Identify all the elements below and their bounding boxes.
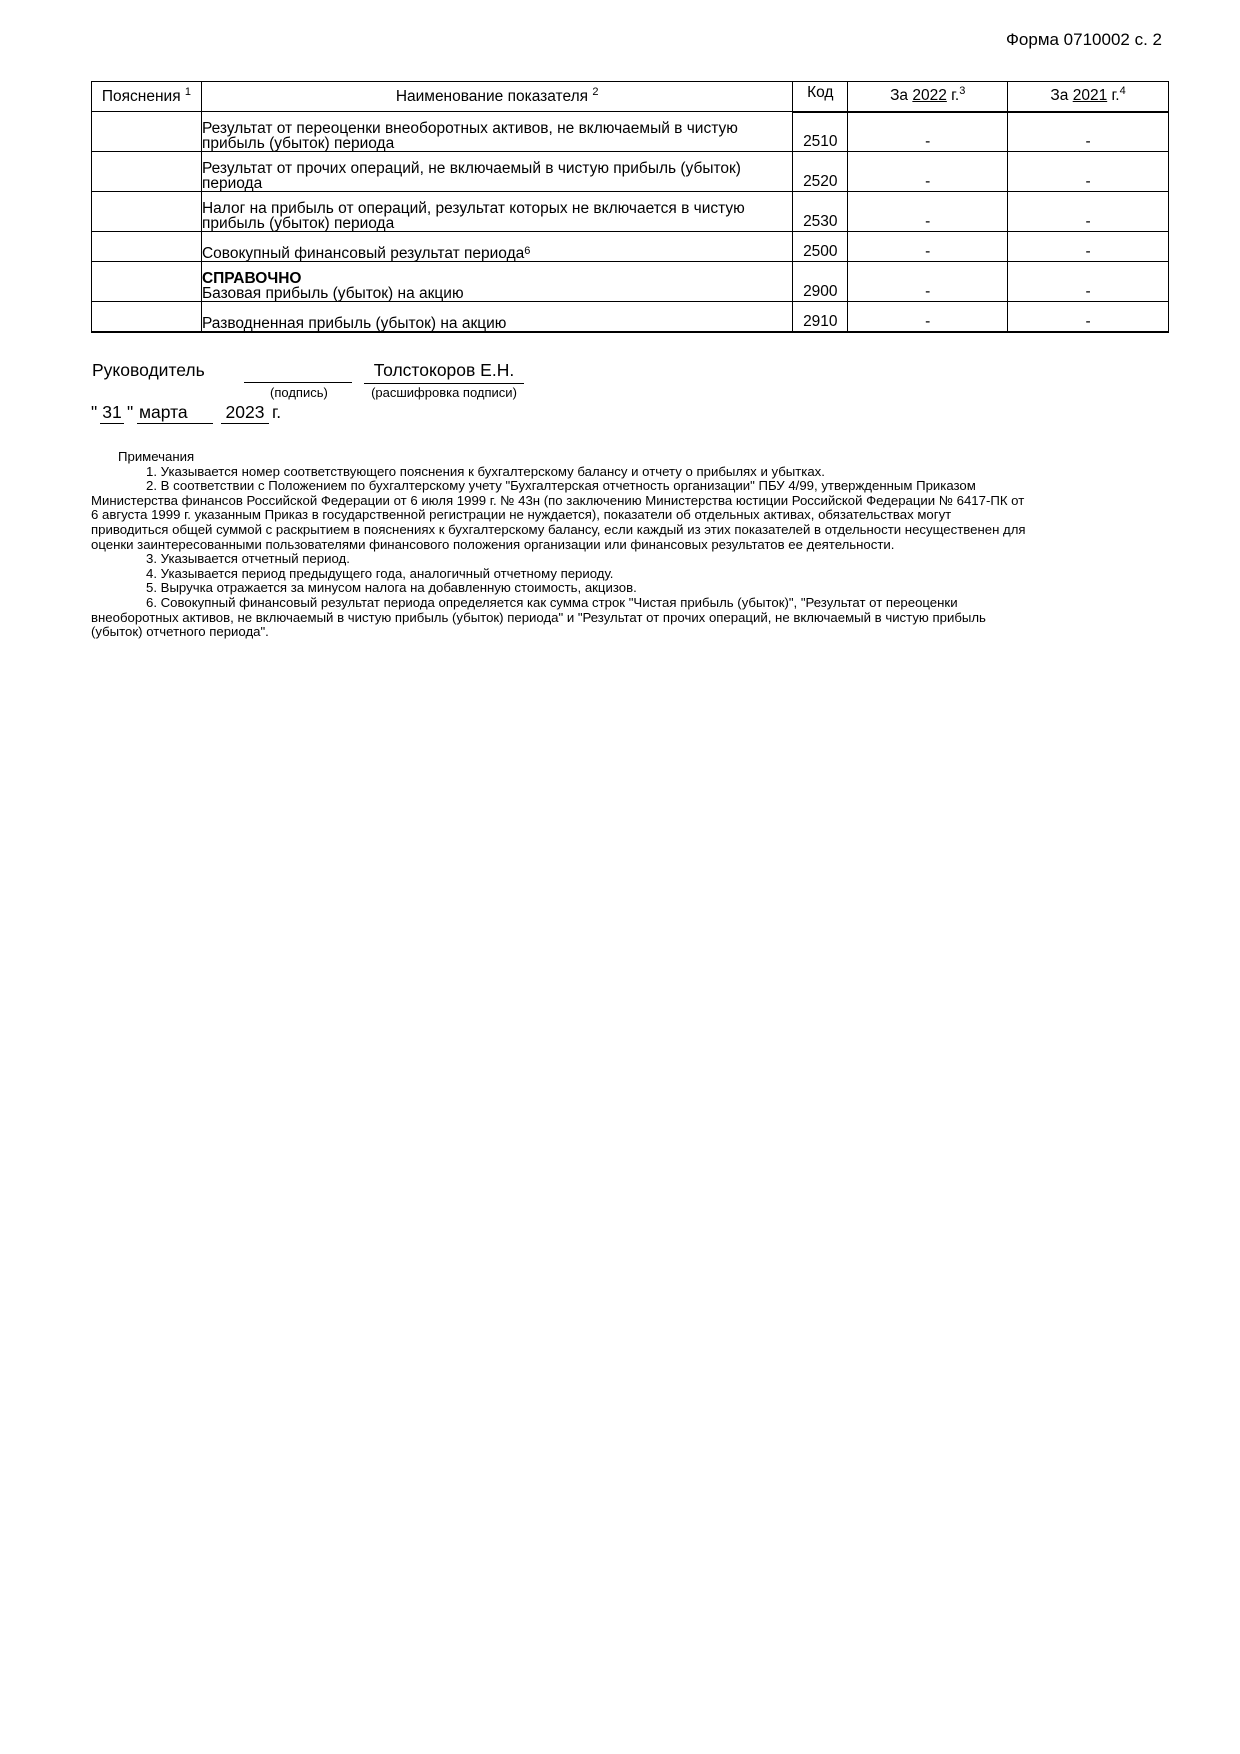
signature-caption: (подпись) [270,385,328,400]
header-notes-label: Пояснения [101,87,181,105]
date-quote-close: " [127,402,134,422]
row-current-value: - [848,152,1008,192]
row-current-value: - [848,112,1008,152]
date-year-suffix: г. [272,402,282,422]
header-notes-sup: 1 [184,85,192,98]
header-name-sup: 2 [592,85,599,98]
row-name: Результат от прочих операций, не включаемый в чистую прибыль (убыток) периода [201,152,792,192]
row-name-sup: 6 [524,245,531,257]
signer-name-caption: (расшифровка подписи) [371,385,517,400]
note-item: 3. Указывается отчетный период. [146,551,350,567]
row-name-text: Базовая прибыль (убыток) на акцию [201,285,464,302]
row-code: 2520 [793,152,848,192]
header-name [201,82,792,112]
header-name-label: Наименование показателя [395,87,589,105]
header-prev-year: 2021 [1072,87,1108,105]
header-cur-suffix: г. [951,87,960,105]
signing-date [91,402,391,428]
table-row [92,152,1169,192]
signer-name: Толстокоров Е.Н. [364,360,524,384]
financial-results-table [91,81,1169,333]
row-notes-cell [92,152,202,192]
header-prev-prefix: За [1050,87,1069,105]
header-previous-period [1008,82,1169,112]
header-cur-sup: 3 [959,85,966,98]
table-header-row [92,82,1169,112]
date-quote-open: " [91,402,98,422]
row-notes-cell [92,302,202,332]
signature-line [244,382,352,383]
note-item: 1. Указывается номер соответствующего пояснения к бухгалтерскому балансу и отчету о прибылях и убытках. [146,463,825,479]
row-code: 2500 [793,232,848,262]
row-notes-cell [92,262,202,302]
row-notes-cell [92,192,202,232]
row-current-value: - [848,232,1008,262]
row-previous-value: - [1008,192,1169,232]
row-code: 2910 [793,302,848,332]
row-code: 2530 [793,192,848,232]
header-code: Код [793,82,848,112]
note-item: 5. Выручка отражается за минусом налога на добавленную стоимость, акцизов. [146,580,637,596]
table-row [92,112,1169,152]
note-item: 2. В соответствии с Положением по бухгалтерскому учету "Бухгалтерская отчетность организации" ПБУ 4/99, утвержденным Приказом Министерства финансов Российской Федерации от 6 июля 1999 г. № 43н (по заключению Министерства юстиции Российской Федерации № 6417-ПК от 6 августа 1999 г. указанным Приказ в государственной регистрации не нуждается), показатели об отдельных активах, обязательствах могут приводиться общей суммой с раскрытием в пояснениях к бухгалтерскому балансу, если каждый из этих показателей в отдельности несущественен для оценки заинтересованными пользователями финансового положения организации или финансовых результатов ее деятельности. [91,478,1026,552]
header-prev-suffix: г. [1111,87,1120,105]
row-name-text: Совокупный финансовый результат периода [201,245,525,262]
notes-section [91,450,1031,640]
note-item: 6. Совокупный финансовый результат периода определяется как сумма строк "Чистая прибыль (убыток)", "Результат от переоценки внеоборотных активов, не включаемый в чистую прибыль (убыток) периода" и "Результат от прочих операций, не включаемый в чистую прибыль (убыток) отчетного периода". [91,594,986,640]
row-notes-cell [92,232,202,262]
signer-role: Руководитель [92,360,205,380]
table-row [92,232,1169,262]
row-current-value: - [848,262,1008,302]
form-code: Форма 0710002 с. 2 [1005,30,1162,49]
row-name [201,232,792,262]
header-cur-year: 2022 [912,87,947,105]
note-item: 4. Указывается период предыдущего года, аналогичный отчетному периоду. [146,565,614,581]
row-notes-cell [92,112,202,152]
header-cur-prefix: За [890,87,909,105]
row-previous-value: - [1008,112,1169,152]
row-name [201,262,792,302]
row-name: Результат от переоценки внеоборотных активов, не включаемый в чистую прибыль (убыток) периода [201,112,792,152]
row-current-value: - [848,302,1008,332]
table-row [92,262,1169,302]
row-current-value: - [848,192,1008,232]
row-code: 2510 [793,112,848,152]
row-name: Разводненная прибыль (убыток) на акцию [201,302,792,332]
reference-heading: СПРАВОЧНО [201,270,302,287]
notes-title: Примечания [118,449,195,464]
row-previous-value: - [1008,262,1169,302]
row-code: 2900 [793,262,848,302]
row-previous-value: - [1008,152,1169,192]
header-current-period [848,82,1008,112]
header-prev-sup: 4 [1119,85,1126,98]
table-row [92,192,1169,232]
row-previous-value: - [1008,302,1169,332]
row-previous-value: - [1008,232,1169,262]
date-month: марта [137,402,213,424]
row-name: Налог на прибыль от операций, результат которых не включается в чистую прибыль (убыток) периода [201,192,792,232]
date-year: 2023 [221,402,269,424]
header-notes [92,82,202,112]
date-day: 31 [100,402,124,424]
table-row [92,302,1169,332]
